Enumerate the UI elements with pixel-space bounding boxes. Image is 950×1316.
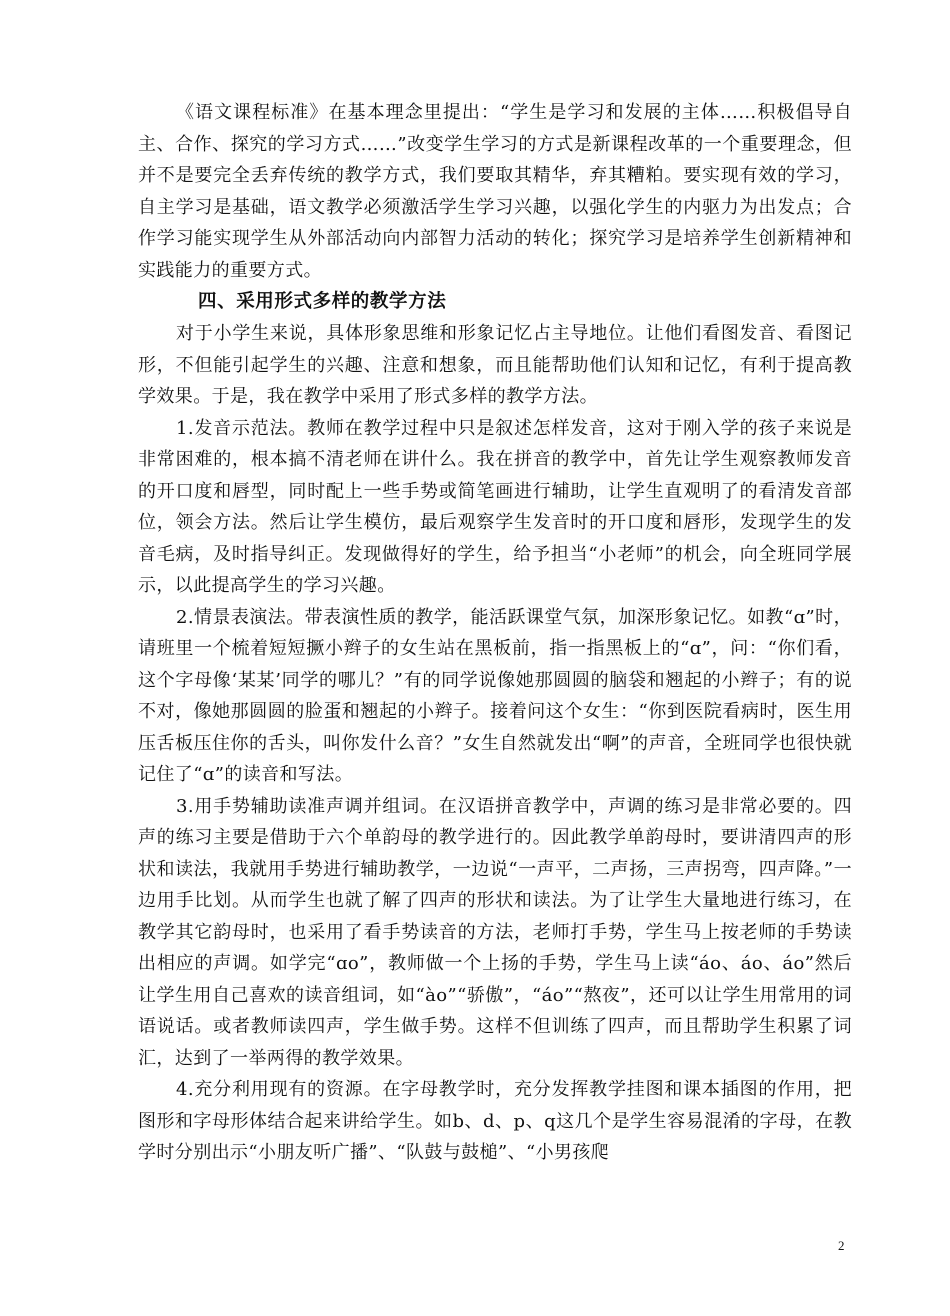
- document-body: [138, 97, 852, 1169]
- paragraph-curriculum-standard: 《语文课程标准》在基本理念里提出：“学生是学习和发展的主体……积极倡导自主、合作、探究的学习方式……”改变学生学习的方式是新课程改革的一个重要理念，但并不是要完全丢弃传统的教学方式，我们要取其精华，弃其糟粕。要实现有效的学习，自主学习是基础，语文教学必须激活学生学习兴趣，以强化学生的内驱力为出发点；合作学习能实现学生从外部活动向内部智力活动的转化；探究学习是培养学生创新精神和实践能力的重要方式。: [138, 102, 852, 281]
- paragraph-method-4: 4.充分利用现有的资源。在字母教学时，充分发挥教学挂图和课本插图的作用，把图形和字母形体结合起来讲给学生。如b、d、p、q这几个是学生容易混淆的字母，在教学时分别出示“小朋友听广播”、“队鼓与鼓槌”、“小男孩爬: [138, 1079, 852, 1163]
- paragraph-method-3: 3.用手势辅助读准声调并组词。在汉语拼音教学中，声调的练习是非常必要的。四声的练习主要是借助于六个单韵母的教学进行的。因此教学单韵母时，要讲清四声的形状和读法，我就用手势进行辅助教学，一边说“一声平，二声扬，三声拐弯，四声降。”一边用手比划。从而学生也就了解了四声的形状和读法。为了让学生大量地进行练习，在教学其它韵母时，也采用了看手势读音的方法，老师打手势，学生马上按老师的手势读出相应的声调。如学完“ɑo”，教师做一个上扬的手势，学生马上读“áo、áo、áo”然后让学生用自己喜欢的读音组词，如“ào”“骄傲”，“áo”“熬夜”，还可以让学生用常用的词语说话。或者教师读四声，学生做手势。这样不但训练了四声，而且帮助学生积累了词汇，达到了一举两得的教学效果。: [138, 795, 852, 1069]
- paragraph-intro-methods: 对于小学生来说，具体形象思维和形象记忆占主导地位。让他们看图发音、看图记形，不但能引起学生的兴趣、注意和想象，而且能帮助他们认知和记忆，有利于提高教学效果。于是，我在教学中采用了形式多样的教学方法。: [138, 323, 852, 407]
- paragraph-method-1: 1.发音示范法。教师在教学过程中只是叙述怎样发音，这对于刚入学的孩子来说是非常困难的，根本搞不清老师在讲什么。我在拼音的教学中，首先让学生观察教师发音的开口度和唇型，同时配上一些手势或简笔画进行辅助，让学生直观明了的看清发音部位，领会方法。然后让学生模仿，最后观察学生发音时的开口度和唇形，发现学生的发音毛病，及时指导纠正。发现做得好的学生，给予担当“小老师”的机会，向全班同学展示，以此提高学生的学习兴趣。: [138, 417, 852, 596]
- page-number: 2: [838, 1238, 845, 1253]
- paragraph-method-2: 2.情景表演法。带表演性质的教学，能活跃课堂气氛，加深形象记忆。如教“ɑ”时，请班里一个梳着短短撅小辫子的女生站在黑板前，指一指黑板上的“ɑ”，问：“你们看，这个字母像‘某某’同学的哪儿？”有的同学说像她那圆圆的脑袋和翘起的小辫子；有的说不对，像她那圆圆的脸蛋和翘起的小辫子。接着问这个女生：“你到医院看病时，医生用压舌板压住你的舌头，叫你发什么音？”女生自然就发出“啊”的声音，全班同学也很快就记住了“ɑ”的读音和写法。: [138, 606, 852, 785]
- section-heading-teaching-methods: 四、采用形式多样的教学方法: [198, 291, 447, 312]
